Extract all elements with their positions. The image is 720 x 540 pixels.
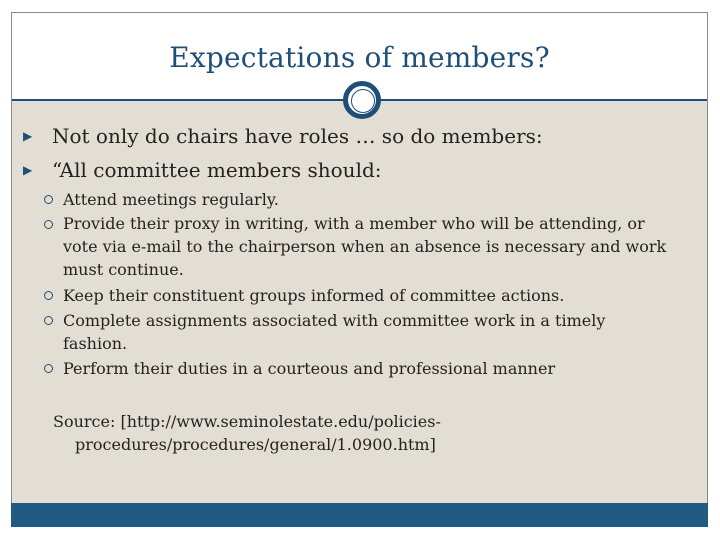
arrow-bullet-icon: ▶ <box>23 129 33 143</box>
source-citation: Source: [http://www.seminolestate.edu/policies-procedures/procedures/general/1.0900.htm] <box>53 412 441 454</box>
arrow-bullet-icon: ▶ <box>23 163 33 177</box>
hollow-circle-bullet-icon <box>44 364 53 373</box>
sub-bullet-item: Keep their constituent groups informed of committee actions. <box>63 286 565 305</box>
sub-bullet-item: Attend meetings regularly. <box>63 190 279 209</box>
sub-bullet-item: Perform their duties in a courteous and professional manner <box>63 359 556 378</box>
bullet-item: “All committee members should: <box>52 158 382 182</box>
hollow-circle-bullet-icon <box>44 195 53 204</box>
sub-bullet-item: Provide their proxy in writing, with a member who will be attending, or vote via e-mail to the chairperson when an absence is necessary and work must continue. <box>63 214 667 279</box>
sub-bullet-item: Complete assignments associated with committee work in a timely fashion. <box>63 311 606 353</box>
hollow-circle-bullet-icon <box>44 220 53 229</box>
hollow-circle-bullet-icon <box>44 316 53 325</box>
slide-title: Expectations of members? <box>169 41 550 74</box>
bullet-item: Not only do chairs have roles … so do members: <box>52 124 543 148</box>
footer-bar <box>11 503 708 527</box>
hollow-circle-bullet-icon <box>44 291 53 300</box>
